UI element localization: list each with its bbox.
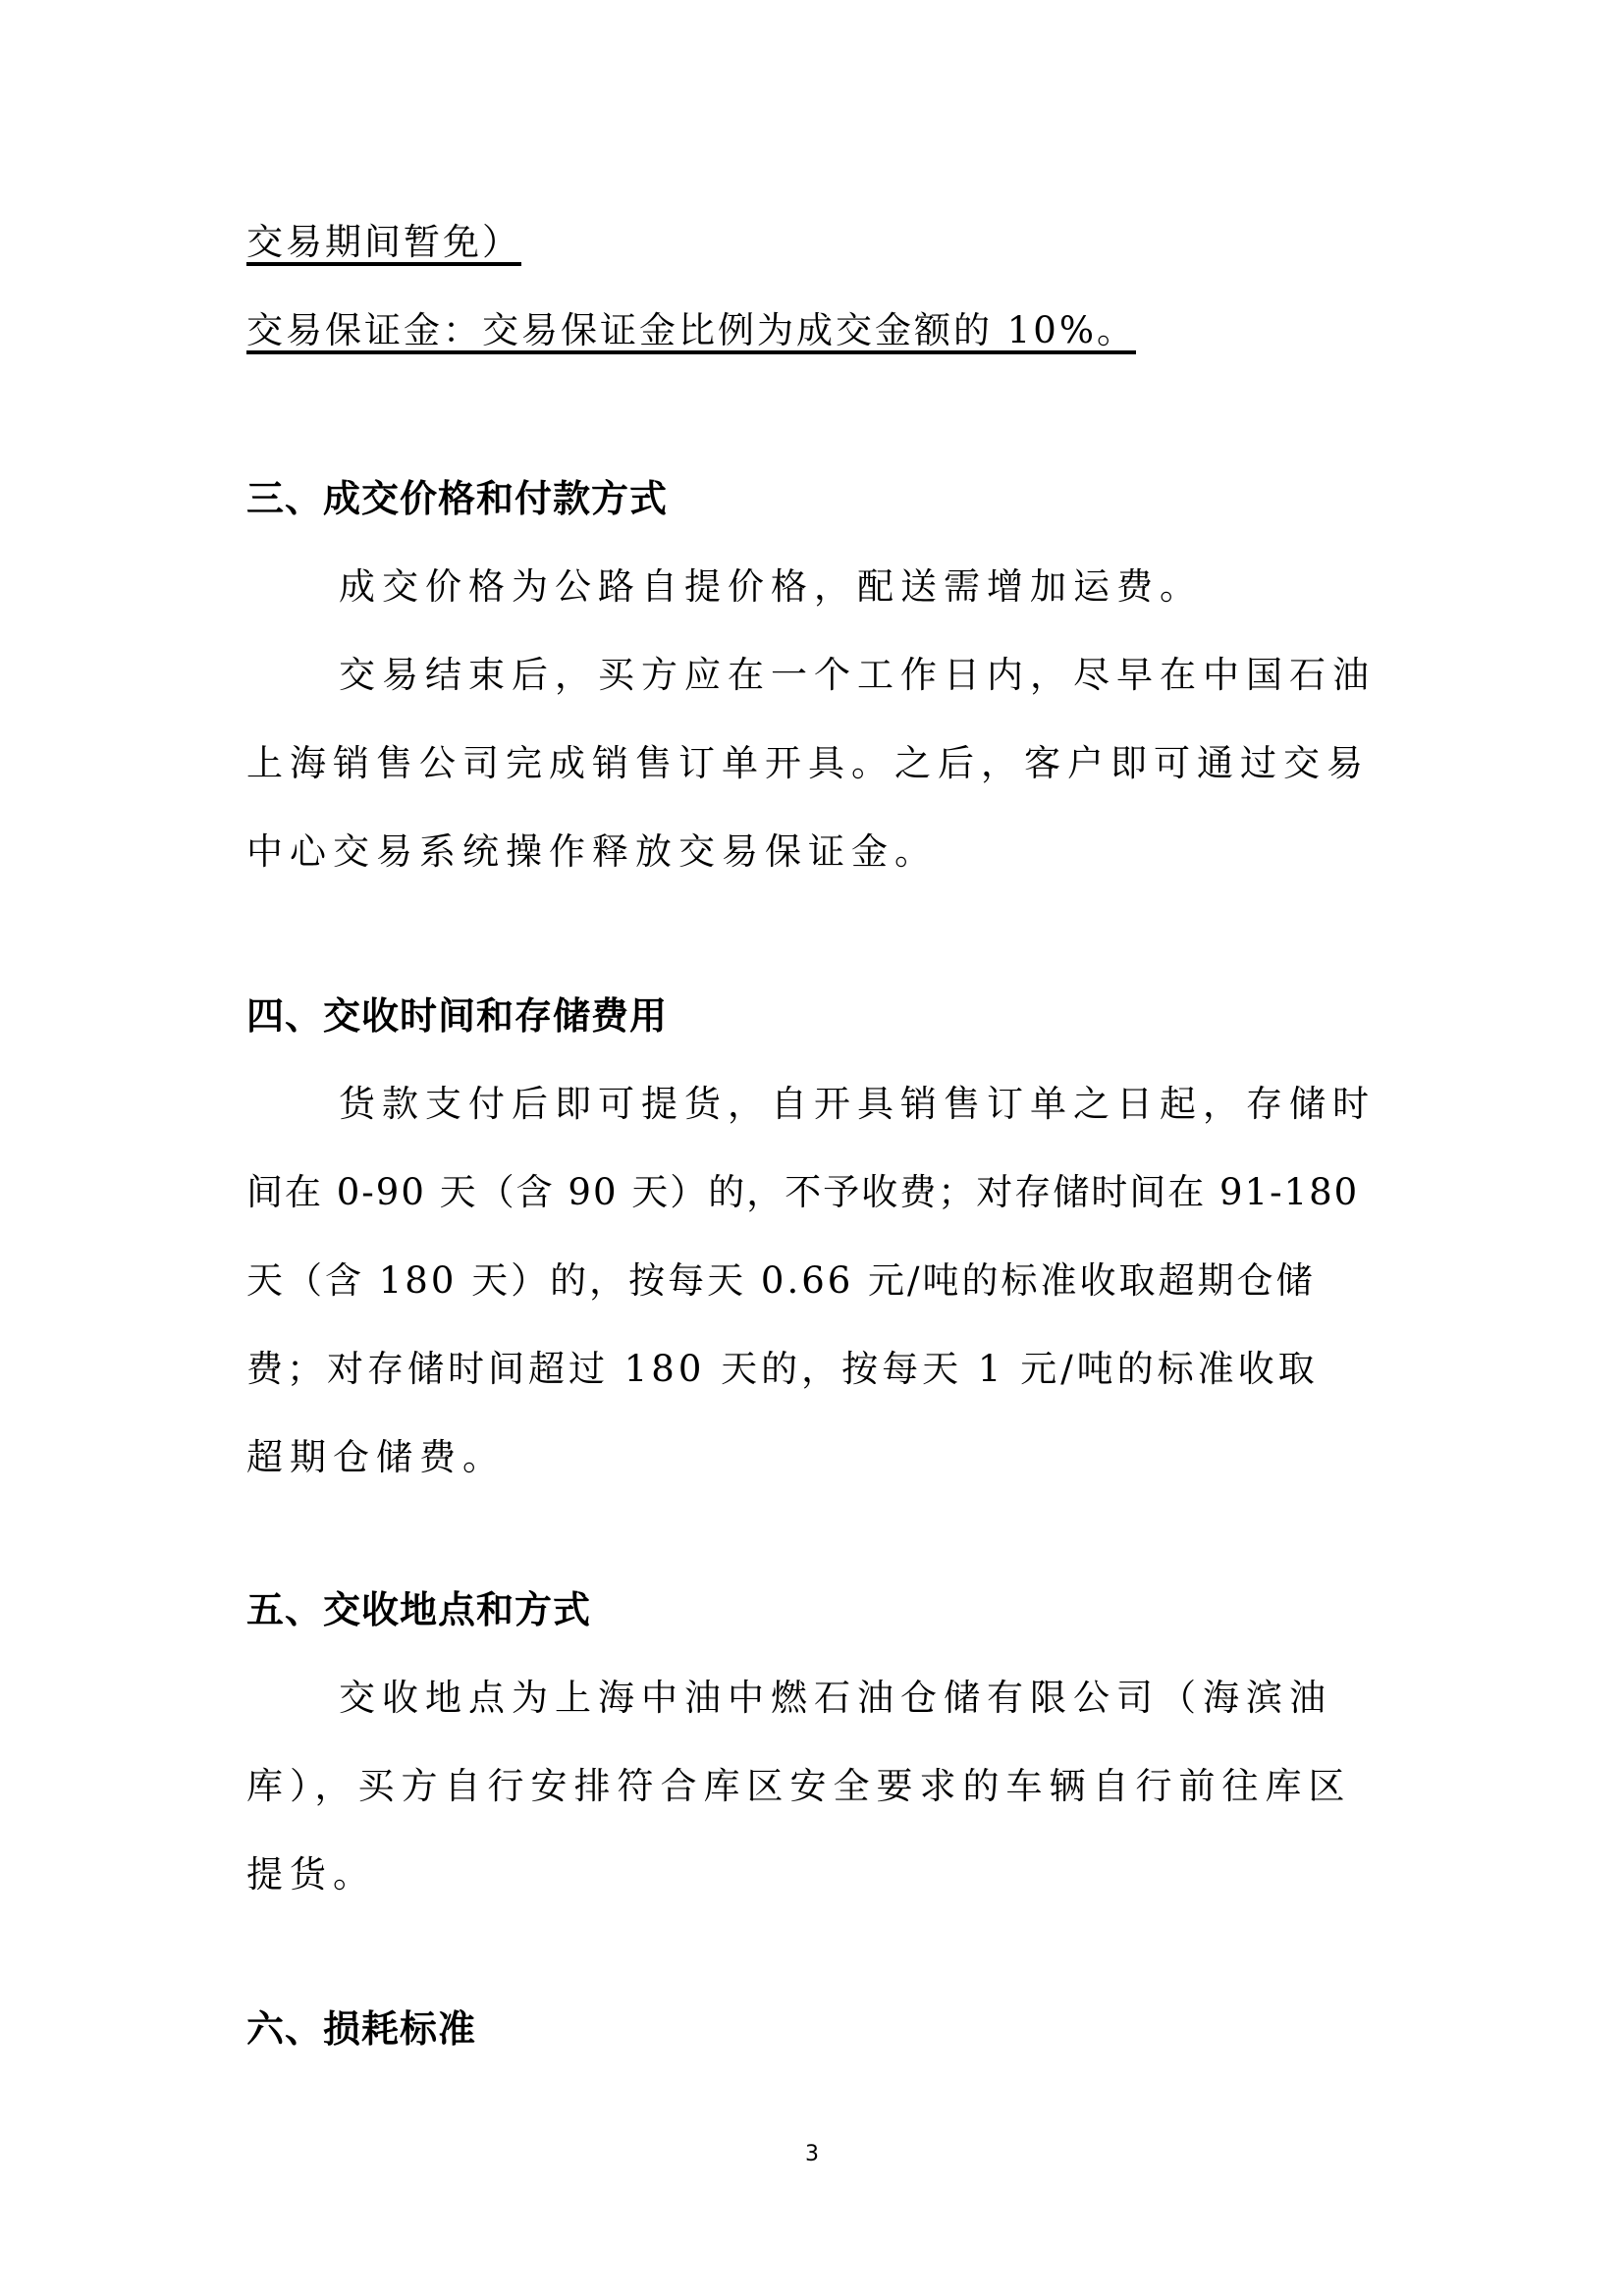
- paragraph-line: 交易结束后，买方应在一个工作日内，尽早在中国石油: [339, 654, 1376, 696]
- section-heading-3: 三、成交价格和付款方式: [246, 477, 669, 520]
- paragraph-line: 间在 0-90 天（含 90 天）的，不予收费；对存储时间在 91-180: [246, 1171, 1360, 1213]
- section-heading-6: 六、损耗标准: [246, 2007, 477, 2051]
- page-number: 3: [805, 2142, 819, 2166]
- section-heading-4: 四、交收时间和存储费用: [246, 994, 669, 1038]
- paragraph-line: 货款支付后即可提货，自开具销售订单之日起，存储时: [339, 1083, 1376, 1125]
- paragraph-line: 库），买方自行安排符合库区安全要求的车辆自行前往库区: [246, 1765, 1352, 1807]
- carryover-line-1: 交易期间暂免）: [246, 221, 521, 263]
- margin-deposit-line: 交易保证金：交易保证金比例为成交金额的 10%。: [246, 309, 1136, 351]
- section-heading-5: 五、交收地点和方式: [246, 1588, 592, 1631]
- paragraph-line: 天（含 180 天）的，按每天 0.66 元/吨的标准收取超期仓储: [246, 1259, 1316, 1302]
- paragraph-line: 提货。: [246, 1853, 376, 1896]
- paragraph-line: 超期仓储费。: [246, 1436, 506, 1478]
- paragraph-line: 费；对存储时间超过 180 天的，按每天 1 元/吨的标准收取: [246, 1348, 1319, 1390]
- paragraph-line: 成交价格为公路自提价格，配送需增加运费。: [339, 565, 1203, 608]
- paragraph-line: 中心交易系统操作释放交易保证金。: [246, 830, 938, 873]
- paragraph-line: 上海销售公司完成销售订单开具。之后，客户即可通过交易: [246, 742, 1370, 784]
- paragraph-line: 交收地点为上海中油中燃石油仓储有限公司（海滨油: [339, 1677, 1332, 1719]
